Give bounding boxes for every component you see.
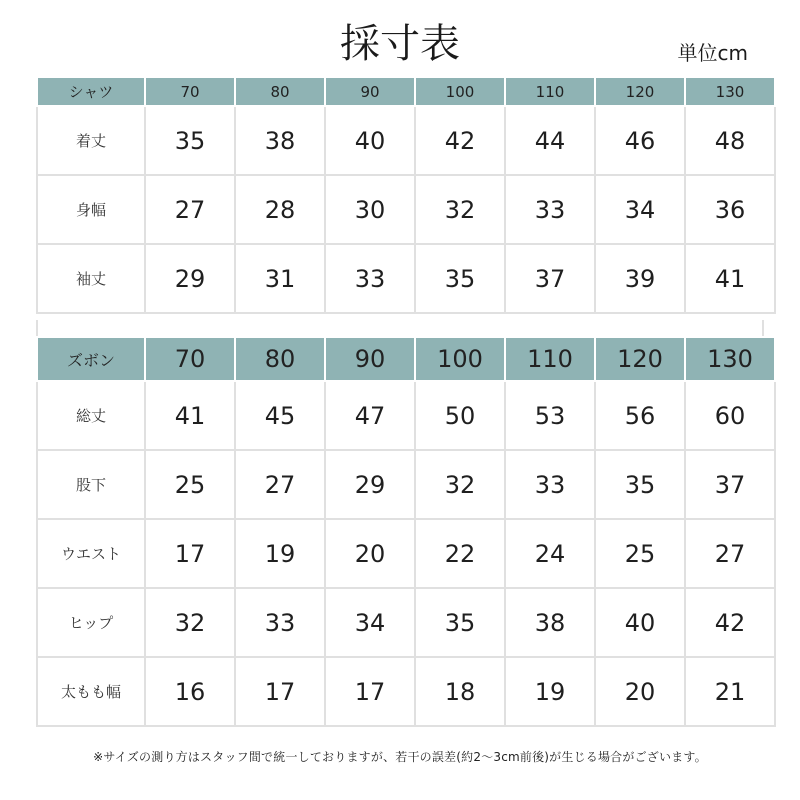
measurement-cell: 32 [415,175,505,244]
shirt-size-header: 130 [685,77,775,106]
pants-header-label: ズボン [37,337,145,381]
table-row [37,106,775,175]
shirt-size-header: 80 [235,77,325,106]
pants-size-header: 90 [325,337,415,381]
measurement-cell: 41 [145,381,235,450]
pants-size-header: 80 [235,337,325,381]
measurement-cell: 40 [595,588,685,657]
row-label: 袖丈 [37,244,145,313]
measurement-cell: 33 [235,588,325,657]
table-row [37,244,775,313]
measurement-cell: 37 [685,450,775,519]
pants-size-header: 110 [505,337,595,381]
measurement-cell: 39 [595,244,685,313]
measurement-cell: 22 [415,519,505,588]
table-row [37,588,775,657]
shirt-header-row [37,77,775,106]
measurement-cell: 36 [685,175,775,244]
measurement-cell: 42 [415,106,505,175]
measurement-cell: 30 [325,175,415,244]
measurement-note: ※サイズの測り方はスタッフ間で統一しておりますが、若干の誤差(約2～3cm前後)が生じる場合がございます。 [93,750,707,764]
measurement-cell: 37 [505,244,595,313]
measurement-cell: 47 [325,381,415,450]
table-divider [36,320,764,336]
measurement-cell: 35 [595,450,685,519]
measurement-cell: 21 [685,657,775,726]
shirt-size-header: 120 [595,77,685,106]
measurement-cell: 17 [235,657,325,726]
table-row [37,519,775,588]
measurement-cell: 19 [505,657,595,726]
measurement-cell: 27 [685,519,775,588]
measurement-cell: 60 [685,381,775,450]
row-label: 身幅 [37,175,145,244]
shirt-size-header: 110 [505,77,595,106]
pants-size-header: 70 [145,337,235,381]
measurement-cell: 34 [325,588,415,657]
measurement-cell: 33 [505,450,595,519]
measurement-cell: 25 [595,519,685,588]
row-label: 股下 [37,450,145,519]
measurement-cell: 25 [145,450,235,519]
measurement-cell: 40 [325,106,415,175]
table-row [37,381,775,450]
measurement-cell: 33 [505,175,595,244]
row-label: ウエスト [37,519,145,588]
measurement-cell: 35 [145,106,235,175]
row-label: 総丈 [37,381,145,450]
measurement-cell: 27 [145,175,235,244]
measurement-cell: 24 [505,519,595,588]
measurement-cell: 44 [505,106,595,175]
measurement-cell: 17 [145,519,235,588]
measurement-cell: 29 [145,244,235,313]
row-label: 太もも幅 [37,657,145,726]
table-row [37,657,775,726]
page-title: 採寸表 [340,21,460,67]
measurement-cell: 42 [685,588,775,657]
measurement-cell: 45 [235,381,325,450]
shirt-size-header: 90 [325,77,415,106]
measurement-cell: 38 [505,588,595,657]
measurement-cell: 41 [685,244,775,313]
table-row [37,175,775,244]
shirt-header-label: シャツ [37,77,145,106]
measurement-cell: 29 [325,450,415,519]
pants-size-header: 100 [415,337,505,381]
measurement-cell: 19 [235,519,325,588]
measurement-cell: 50 [415,381,505,450]
measurement-cell: 17 [325,657,415,726]
row-label: 着丈 [37,106,145,175]
pants-header-row [37,337,775,381]
measurement-cell: 53 [505,381,595,450]
measurement-cell: 20 [595,657,685,726]
measurement-cell: 27 [235,450,325,519]
measurement-cell: 48 [685,106,775,175]
measurement-cell: 28 [235,175,325,244]
measurement-cell: 56 [595,381,685,450]
measurement-cell: 20 [325,519,415,588]
measurement-cell: 18 [415,657,505,726]
measurement-cell: 32 [145,588,235,657]
shirt-size-header: 100 [415,77,505,106]
measurement-cell: 35 [415,588,505,657]
measurement-cell: 35 [415,244,505,313]
table-row [37,450,775,519]
measurement-cell: 32 [415,450,505,519]
pants-size-header: 130 [685,337,775,381]
row-label: ヒップ [37,588,145,657]
pants-size-table [36,336,776,727]
measurement-cell: 16 [145,657,235,726]
unit-label: 単位cm [677,41,748,65]
measurement-cell: 31 [235,244,325,313]
shirt-size-header: 70 [145,77,235,106]
pants-size-header: 120 [595,337,685,381]
measurement-cell: 46 [595,106,685,175]
measurement-cell: 34 [595,175,685,244]
measurement-cell: 38 [235,106,325,175]
measurement-cell: 33 [325,244,415,313]
shirt-size-table [36,76,776,314]
